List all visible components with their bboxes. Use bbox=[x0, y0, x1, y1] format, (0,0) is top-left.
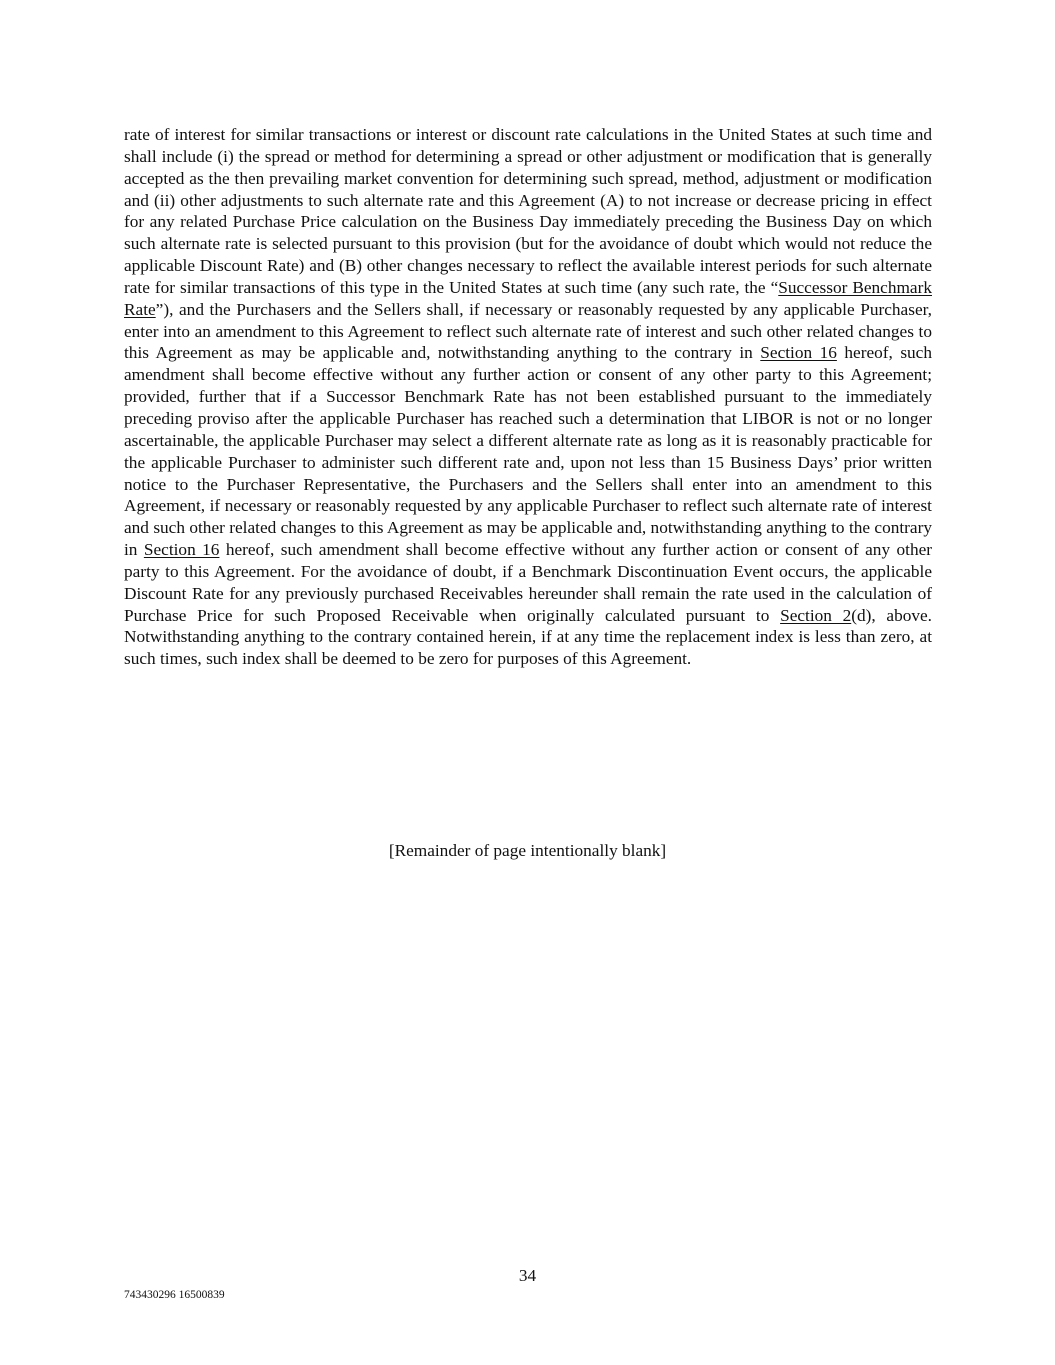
remainder-blank-note: [Remainder of page intentionally blank] bbox=[388, 841, 667, 860]
section-2-reference: Section 2 bbox=[780, 605, 852, 625]
body-paragraph bbox=[124, 124, 932, 670]
paragraph-text: ”), and the Purchasers and the Sellers shall, if necessary or reasonably requested by any applicable Purchaser, enter into an amendment to this Agreement to reflect such alternate rate of interest and such other related changes to this Agreement as may be applicable and, notwithstanding anything to the contrary in bbox=[124, 299, 932, 363]
paragraph-text: hereof, such amendment shall become effective without any further action or consent of any other party to this Agreement. For the avoidance of doubt, if a Benchmark Discontinuation Event occurs, the applicable Discount Rate for any previously purchased Receivables hereunder shall remain the rate used in the calculation of Purchase Price for such Proposed Receivable when originally calculated pursuant to bbox=[124, 540, 933, 625]
defined-term-successor-benchmark-rate: Successor Benchmark Rate bbox=[124, 277, 932, 319]
paragraph-text: rate of interest for similar transactions or interest or discount rate calculations in the United States at such time and shall include (i) the spread or method for determining a spread or other adjustment or modification that is generally accepted as the then prevailing market convention for determining such spread, method, adjustment or modification and (ii) other adjustments to such alternate rate and this Agreement (A) to not increase or decrease pricing in effect for any related Purchase Price calculation on the Business Day immediately preceding the Business Day on which such alternate rate is selected pursuant to this provision (but for the avoidance of doubt which would not reduce the applicable Discount Rate) and (B) other changes necessary to reflect the available interest periods for such alternate rate for similar transactions of this type in the United States at such time (any such rate, the “ bbox=[124, 125, 932, 297]
page-number: 34 bbox=[518, 1266, 537, 1285]
document-id-footer: 743430296 16500839 bbox=[124, 1289, 225, 1301]
section-16-reference: Section 16 bbox=[143, 540, 220, 560]
paragraph-text: hereof, such amendment shall become effective without any further action or consent of any other party to this Agreement; provided, further that if a Successor Benchmark Rate has not been established pursuant to the immediately preceding proviso after the applicable Purchaser has reached such a determination that LIBOR is not or no longer ascertainable, the applicable Purchaser may select a different alternate rate as long as it is reasonably practicable for the applicable Purchaser to administer such different rate and, upon not less than 15 Business Days’ prior written notice to the Purchaser Representative, the Purchasers and the Sellers shall enter into an amendment to this Agreement, if necessary or reasonably requested by any applicable Purchaser to reflect such alternate rate of interest and such other related changes to this Agreement as may be applicable and, notwithstanding anything to the contrary in bbox=[124, 343, 932, 560]
paragraph-text: (d), above. Notwithstanding anything to the contrary contained herein, if at any time the replacement index is less than zero, at such times, such index shall be deemed to be zero for purposes of this Agreement. bbox=[124, 605, 932, 669]
section-16-reference: Section 16 bbox=[760, 343, 837, 363]
